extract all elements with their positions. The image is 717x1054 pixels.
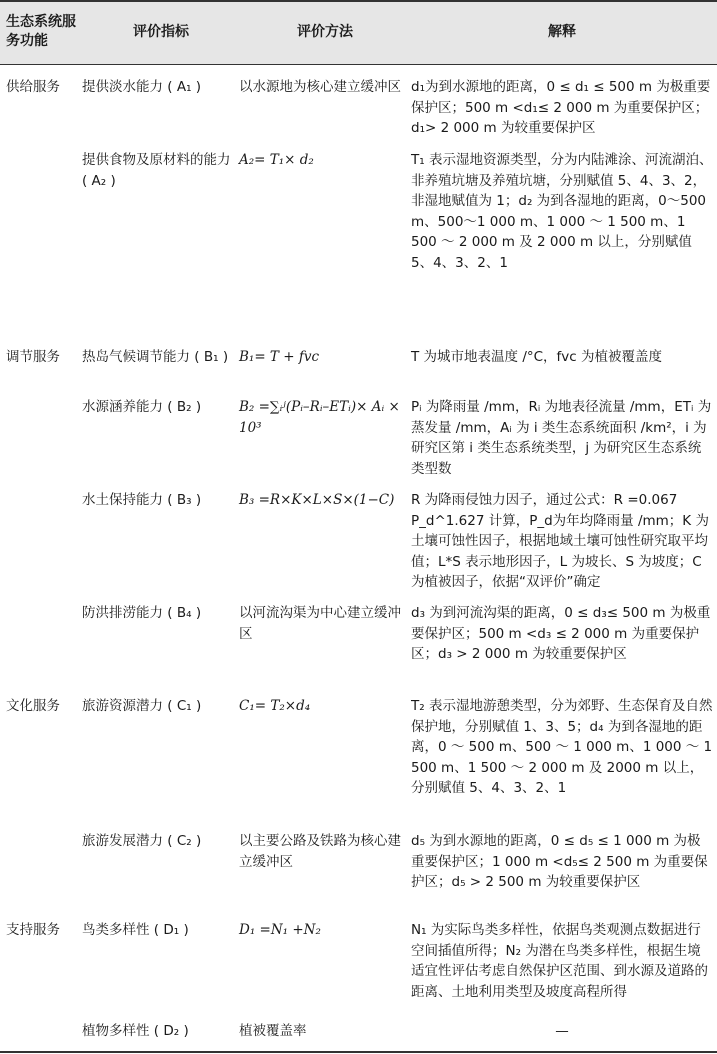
indicator-cell: 提供食物及原材料的能力 ( A₂ ) — [82, 152, 231, 189]
method-cell: B₂ =∑ᵢʲ(Pᵢ–Rᵢ–ETᵢ)× Aᵢ × 10³ — [239, 399, 400, 436]
category-cell: 调节服务 — [6, 349, 60, 365]
category-cell: 供给服务 — [6, 79, 60, 95]
indicator-cell: 水土保持能力 ( B₃ ) — [82, 492, 202, 508]
method-cell: D₁ =N₁ +N₂ — [239, 922, 321, 938]
indicator-cell: 植物多样性 ( D₂ ) — [82, 1023, 189, 1039]
explanation-cell: d₃ 为到河流沟渠的距离，0 ≤ d₃≤ 500 m 为极重要保护区；500 m <d₃ ≤ 2 000 m 为重要保护区；d₃ > 2 000 m 为较重要保护区 — [411, 605, 711, 662]
header-method: 评价方法 — [297, 24, 353, 40]
category-cell: 文化服务 — [6, 698, 60, 714]
explanation-cell: d₁为到水源地的距离，0 ≤ d₁ ≤ 500 m 为极重要保护区；500 m <d₁≤ 2 000 m 为重要保护区；d₁> 2 000 m 为较重要保护区 — [411, 79, 711, 136]
explanation-cell: d₅ 为到水源地的距离，0 ≤ d₅ ≤ 1 000 m 为极重要保护区；1 000 m <d₅≤ 2 500 m 为重要保护区；d₅ > 2 500 m 为较重要保护区 — [411, 833, 708, 890]
header-explanation: 解释 — [548, 24, 576, 40]
indicator-cell: 防洪排涝能力 ( B₄ ) — [82, 605, 202, 621]
explanation-cell: Pᵢ 为降雨量 /mm，Rᵢ 为地表径流量 /mm，ETᵢ 为蒸发量 /mm，Aᵢ 为 i 类生态系统面积 /km²，i 为研究区第 i 类生态系统类型，j 为研究区生态系统类型数 — [411, 399, 712, 477]
category-cell: 支持服务 — [6, 922, 60, 938]
header-rule — [0, 64, 717, 65]
method-cell: 以水源地为核心建立缓冲区 — [239, 79, 401, 95]
indicator-cell: 热岛气候调节能力 ( B₁ ) — [82, 349, 229, 365]
indicator-cell: 提供淡水能力 ( A₁ ) — [82, 79, 202, 95]
method-cell: 以河流沟渠为中心建立缓冲区 — [239, 605, 401, 642]
method-cell: 以主要公路及铁路为核心建立缓冲区 — [239, 833, 401, 870]
explanation-cell: T₂ 表示湿地游憩类型，分为郊野、生态保育及自然保护地，分别赋值 1、3、5；d₄ 为到各湿地的距离，0 ～ 500 m、500 ～ 1 000 m、1 000 ～ 1 500 m、1 500 ～ 2 000 m 及 2000 m 以上，分别赋值 5、4、3、2、1 — [411, 698, 713, 796]
method-cell: C₁= T₂×d₄ — [239, 698, 311, 714]
indicator-cell: 旅游发展潜力 ( C₂ ) — [82, 833, 202, 849]
method-cell: 植被覆盖率 — [239, 1023, 307, 1039]
header-indicator: 评价指标 — [133, 24, 189, 40]
method-cell: B₁= T + fvc — [239, 349, 320, 365]
method-cell: A₂= T₁× d₂ — [239, 152, 314, 168]
top-rule — [0, 0, 717, 2]
explanation-cell: T₁ 表示湿地资源类型，分为内陆滩涂、河流湖泊、非养殖坑塘及养殖坑塘，分别赋值 5、4、3、2，非湿地赋值为 1；d₂ 为到各湿地的距离，0～500 m、500～1 000 m、1 000 ～ 1 500 m、1 500 ～ 2 000 m 及 2 000 m 以上，分别赋值 5、4、3、2、1 — [411, 152, 713, 271]
bottom-rule — [0, 1051, 717, 1053]
explanation-cell: T 为城市地表温度 /°C，fvc 为植被覆盖度 — [411, 349, 663, 365]
method-cell: B₃ =R×K×L×S×(1−C) — [239, 492, 395, 508]
indicator-cell: 鸟类多样性 ( D₁ ) — [82, 922, 189, 938]
explanation-cell: N₁ 为实际鸟类多样性，依据鸟类观测点数据进行空间插值所得；N₂ 为潜在鸟类多样性，根据生境适宜性评估考虑自然保护区范围、到水源及道路的距离、土地利用类型及坡度高程所得 — [411, 922, 708, 1000]
header-category: 生态系统服务功能 — [6, 14, 76, 49]
explanation-cell: — — [555, 1023, 569, 1039]
explanation-cell: R 为降雨侵蚀力因子，通过公式：R =0.067 P_d^1.627 计算，P_d为年均降雨量 /mm；K 为土壤可蚀性因子，根据地域土壤可蚀性研究取平均值；L*S 表示地形因子，L 为坡长、S 为坡度；C 为植被因子，依据“双评价”确定 — [411, 492, 709, 590]
indicator-cell: 水源涵养能力 ( B₂ ) — [82, 399, 202, 415]
indicator-cell: 旅游资源潜力 ( C₁ ) — [82, 698, 202, 714]
